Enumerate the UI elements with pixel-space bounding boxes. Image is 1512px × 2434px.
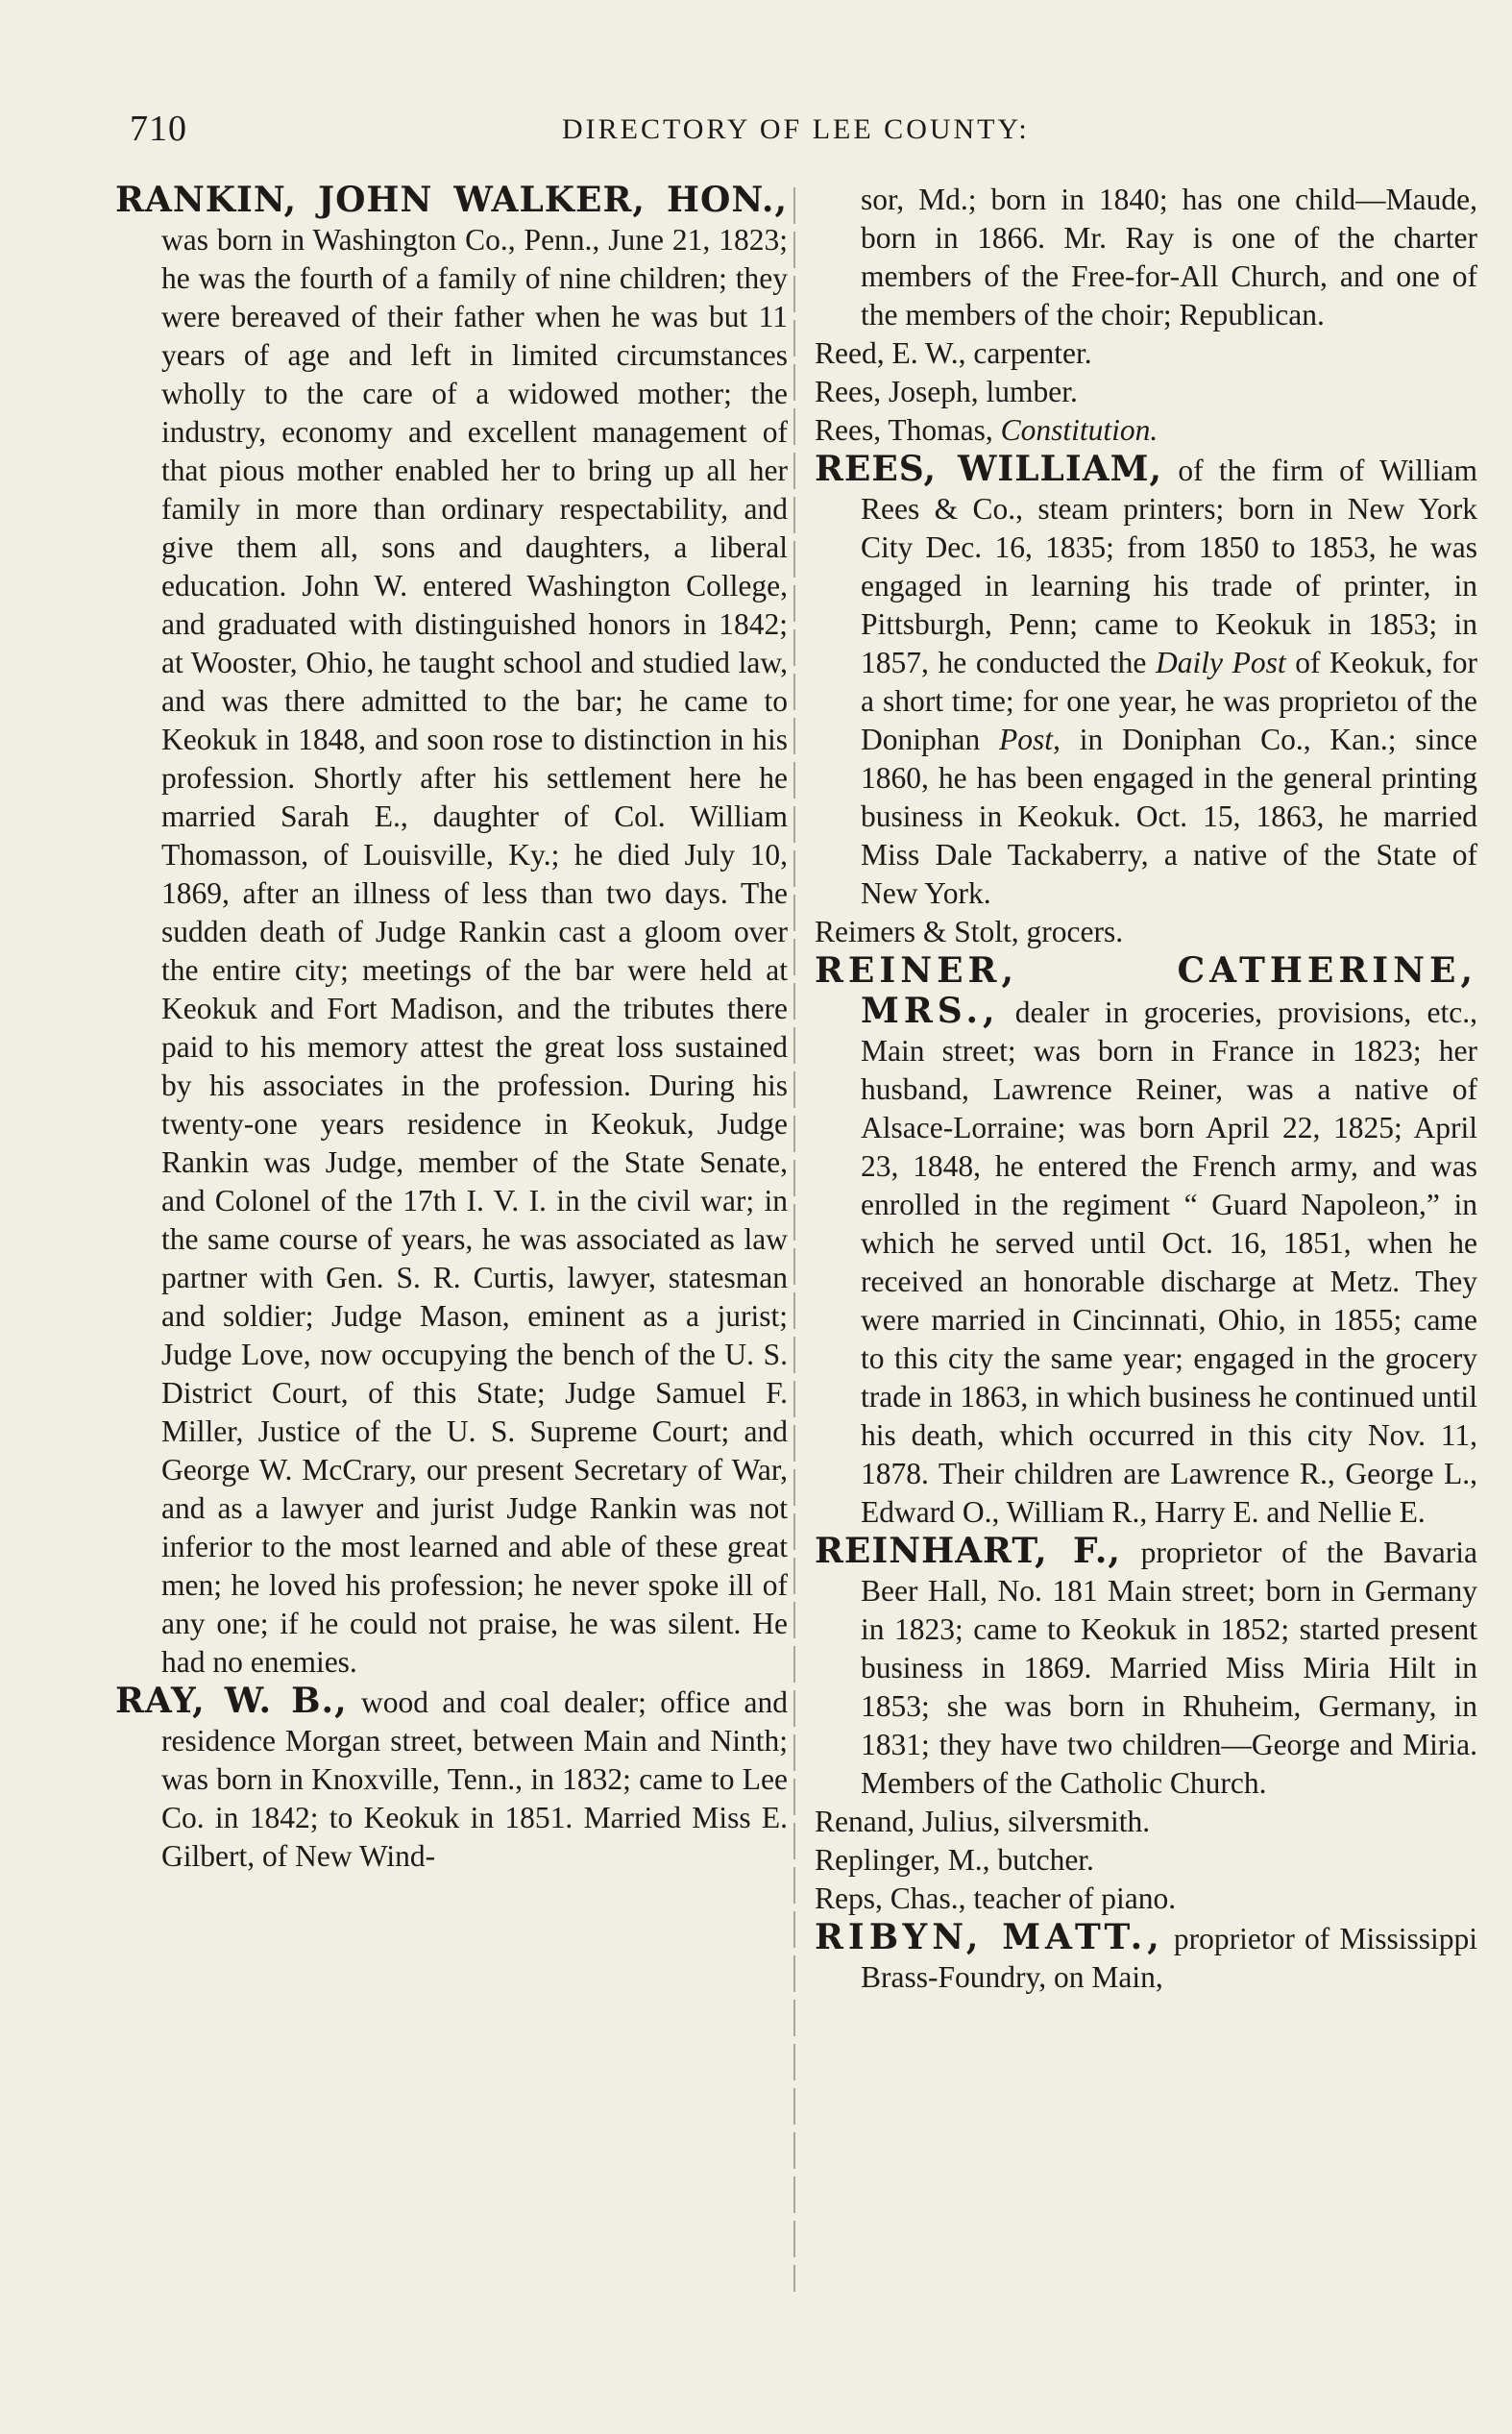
entry-name-reiner: REINER, CATHERINE, MRS., <box>815 950 1477 1031</box>
entry-name-rankin: RANKIN, JOHN WALKER, HON., <box>115 180 788 220</box>
entry-italic-post: Post, <box>999 723 1061 756</box>
entry-ray <box>115 1682 788 1876</box>
entry-rankin <box>115 181 788 1682</box>
left-column <box>115 181 788 1876</box>
entry-text-reiner: dealer in groceries, provisions, etc., Main street; was born in France in 1823; her husband, Lawrence Reiner, was a native of Alsace-Lorraine; was born April 22, 1825; April 23, 1848, he entered the French army, and was enrolled in the regiment “ Guard Napoleon,” in which he served until Oct. 16, 1851, when he received an honorable discharge at Metz. They were married in Cincinnati, Ohio, in 1855; came to this city the same year; engaged in the grocery trade in 1863, in which business he continued until his death, which occurred in this city Nov. 11, 1878. Their children are Lawrence R., George L., Edward O., William R., Harry E. and Nellie E. <box>861 996 1477 1529</box>
listing-rees-joseph: Rees, Joseph, lumber. <box>815 375 1078 408</box>
listing-reps: Reps, Chas., teacher of piano. <box>815 1881 1177 1915</box>
entry-name-ribyn: RIBYN, MATT., <box>815 1917 1164 1957</box>
running-title: DIRECTORY OF LEE COUNTY: <box>562 113 1030 145</box>
entry-name-ray: RAY, W. B., <box>115 1681 348 1721</box>
page-header <box>130 108 1475 154</box>
entry-ribyn <box>815 1918 1477 1997</box>
entry-name-reinhart: REINHART, F., <box>815 1531 1121 1571</box>
entry-text-ray: wood and coal dealer; office and residence Morgan street, between Main and Ninth; was born in Knoxville, Tenn., in 1832; came to Lee Co. in 1842; to Keokuk in 1851. Married Miss E. Gilbert, of New Wind- <box>161 1685 788 1873</box>
entry-reinhart <box>815 1532 1477 1803</box>
entry-text-reinhart: proprietor of the Bavaria Beer Hall, No. 181 Main street; born in Germany in 1823; came to Keokuk in 1852; started present business in 1869. Married Miss Miria Hilt in 1853; she was born in Rhuheim, Germany, in 1831; they have two children—George and Miria. Members of the Catholic Church. <box>861 1536 1477 1800</box>
page-number: 710 <box>130 109 187 149</box>
listing-renand: Renand, Julius, silversmith. <box>815 1805 1151 1838</box>
entry-ray-continued: sor, Md.; born in 1840; has one child—Maude, born in 1866. Mr. Ray is one of the charter members of the Free-for-All Church, and one of the members of the choir; Republican. <box>861 183 1477 332</box>
listing-rees-thomas-occupation: Constitution. <box>1000 413 1158 447</box>
entry-text-ribyn: proprietor of Mississippi Brass-Foundry, on Main, <box>861 1922 1477 1994</box>
listing-rees-thomas-name: Rees, Thomas, <box>815 413 993 447</box>
entry-text-rees-william-c: in Doniphan Co., Kan.; since 1860, he has been engaged in the general printing business in Keokuk. Oct. 15, 1863, he married Miss Dale Tackaberry, a native of the State of New York. <box>861 723 1478 910</box>
entry-name-rees-william: REES, WILLIAM, <box>815 449 1163 489</box>
entry-italic-daily-post: Daily Post <box>1155 646 1286 679</box>
entry-text-rees-william-a: of the firm of William Rees & Co., steam printers; born in New York City Dec. 16, 1835; from 1850 to 1853, he was engaged in learning his trade of printer, in Pittsburgh, Penn; came to Keokuk in 1853; in 1857, he conducted the <box>861 454 1477 679</box>
listing-replinger: Replinger, M., butcher. <box>815 1843 1094 1877</box>
right-column <box>815 181 1477 1997</box>
column-divider <box>793 187 795 2292</box>
listing-reimers: Reimers & Stolt, grocers. <box>815 915 1124 948</box>
entry-text-rankin: was born in Washington Co., Penn., June 21, 1823; he was the fourth of a family of nine children; they were bereaved of their father when he was but 11 years of age and left in limited circumstances wholly to the care of a widowed mother; the industry, economy and excellent management of that pious mother enabled her to bring up all her family in more than ordinary respectability, and give them all, sons and daughters, a liberal education. John W. entered Washington College, and graduated with distinguished honors in 1842; at Wooster, Ohio, he taught school and studied law, and was there admitted to the bar; he came to Keokuk in 1848, and soon rose to distinction in his profession. Shortly after his settlement here he married Sarah E., daughter of Col. William Thomasson, of Louisville, Ky.; he died July 10, 1869, after an illness of less than two days. The sudden death of Judge Rankin cast a gloom over the entire city; meetings of the bar were held at Keokuk and Fort Madison, and the tributes there paid to his memory attest the great loss sustained by his associates in the profession. During his twenty-one years residence in Keokuk, Judge Rankin was Judge, member of the State Senate, and Colonel of the 17th I. V. I. in the civil war; in the same course of years, he was associated as law partner with Gen. S. R. Curtis, lawyer, statesman and soldier; Judge Mason, eminent as a jurist; Judge Love, now occupying the bench of the U. S. District Court, of this State; Judge Samuel F. Miller, Justice of the U. S. Supreme Court; and George W. McCrary, our present Secretary of War, and as a lawyer and jurist Judge Rankin was not inferior to the most learned and able of these great men; he loved his profession; he never spoke ill of any one; if he could not praise, he was silent. He had no enemies. <box>161 223 788 1679</box>
listing-reed: Reed, E. W., carpenter. <box>815 336 1092 370</box>
entry-text-rees-william-b: of Keokuk, for a short time; for one year, he was proprietoı of the Doniphan <box>861 646 1477 756</box>
entry-reiner <box>815 951 1477 1532</box>
listing-rees-thomas <box>815 411 1477 450</box>
entry-rees-william <box>815 450 1477 913</box>
